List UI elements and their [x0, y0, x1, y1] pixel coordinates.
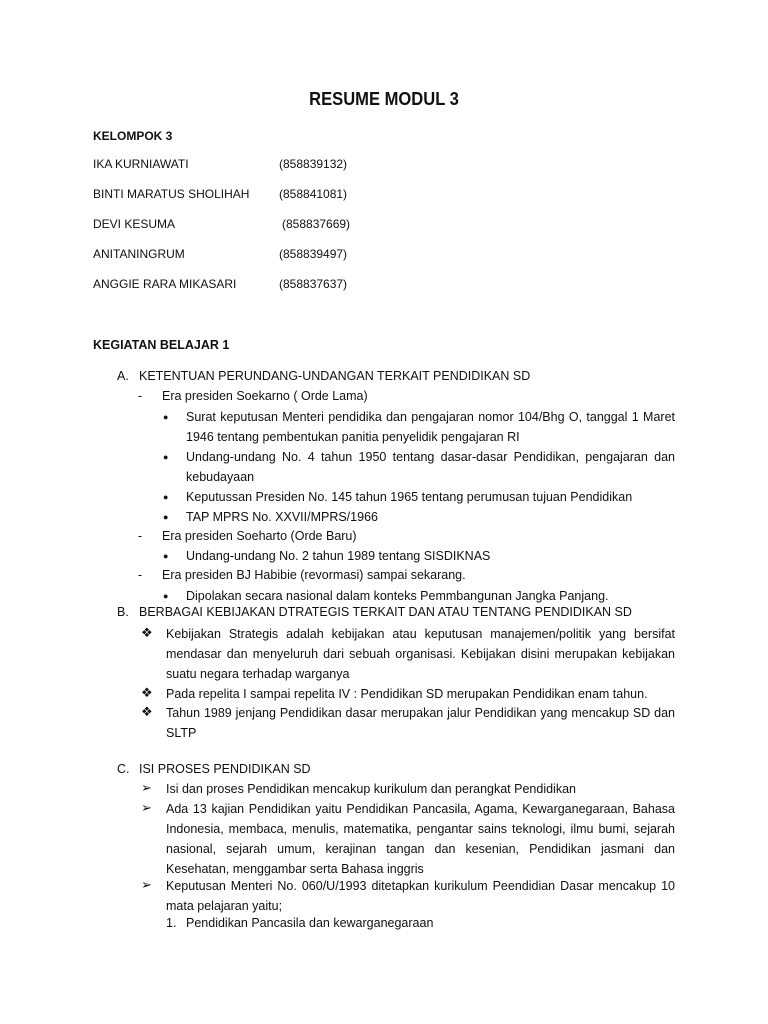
list-item: Keputusan Menteri No. 060/U/1993 ditetapkan kurikulum Peendidian Dasar mencakup 10 mata pelajaran yaitu;: [166, 879, 675, 913]
section-title: BERBAGAI KEBIJAKAN DTRATEGIS TERKAIT DAN ATAU TENTANG PENDIDIKAN SD: [139, 605, 632, 619]
list-item: Pada repelita I sampai repelita IV : Pendidikan SD merupakan Pendidikan enam tahun.: [166, 687, 648, 701]
diamond-bullet-icon: ❖: [141, 625, 153, 640]
bullet-icon: ●: [163, 591, 169, 601]
era-label: Era presiden Soekarno ( Orde Lama): [162, 389, 368, 403]
member-nim: (858839497): [279, 247, 348, 261]
arrow-bullet-icon: ➢: [141, 800, 152, 815]
era-label: Era presiden BJ Habibie (revormasi) sampai sekarang.: [162, 568, 466, 582]
member-row: [93, 157, 348, 171]
member-name: BINTI MARATUS SHOLIHAH: [93, 187, 250, 201]
list-item: Ada 13 kajian Pendidikan yaitu Pendidikan Pancasila, Agama, Kewarganegaraan, Bahasa Indonesia, membaca, menulis, matematika, pengantar sains teknologi, ilmu bumi, sejarah nasional, sejarah umum, kerajinan tangan dan kesenian, Pendidikan jasmani dan Kesehatan, menggambar serta Bahasa inggris: [166, 802, 675, 876]
bullet-icon: ●: [163, 412, 169, 422]
member-name: IKA KURNIAWATI: [93, 157, 189, 171]
activity-heading: KEGIATAN BELAJAR 1: [93, 338, 230, 352]
bullet-icon: ●: [163, 551, 169, 561]
diamond-bullet-icon: ❖: [141, 685, 153, 700]
dash-marker: -: [138, 529, 143, 543]
member-row: [93, 247, 348, 261]
member-nim: (858837637): [279, 277, 348, 291]
member-name: ANITANINGRUM: [93, 247, 185, 261]
arrow-bullet-icon: ➢: [141, 877, 152, 892]
list-item: TAP MPRS No. XXVII/MPRS/1966: [186, 510, 378, 524]
section-title: ISI PROSES PENDIDIKAN SD: [139, 762, 311, 776]
list-item: Dipolakan secara nasional dalam konteks Pemmbangunan Jangka Panjang.: [186, 589, 609, 603]
page-title: RESUME MODUL 3: [309, 89, 459, 109]
dash-marker: -: [138, 389, 143, 403]
era-label: Era presiden Soeharto (Orde Baru): [162, 529, 357, 543]
diamond-bullet-icon: ❖: [141, 704, 153, 719]
list-item: Undang-undang No. 4 tahun 1950 tentang dasar-dasar Pendidikan, pengajaran dan kebudayaan: [186, 450, 675, 484]
list-item: Kebijakan Strategis adalah kebijakan atau keputusan manajemen/politik yang bersifat mendasar dan menyeluruh dari sebuah organisasi. Kebijakan disini merupakan kebijakan suatu negara terhadap warganya: [166, 627, 675, 681]
bullet-icon: ●: [163, 452, 169, 462]
member-nim: (858841081): [279, 187, 348, 201]
dash-marker: -: [138, 568, 143, 582]
bullet-icon: ●: [163, 512, 169, 522]
member-name: ANGGIE RARA MIKASARI: [93, 277, 237, 291]
member-row: [93, 187, 348, 201]
list-item: Isi dan proses Pendidikan mencakup kurikulum dan perangkat Pendidikan: [166, 782, 576, 796]
list-item: Tahun 1989 jenjang Pendidikan dasar merupakan jalur Pendidikan yang mencakup SD dan SLTP: [166, 706, 675, 740]
arrow-bullet-icon: ➢: [141, 780, 152, 795]
list-item: Undang-undang No. 2 tahun 1989 tentang SISDIKNAS: [186, 549, 491, 563]
list-number: 1.: [166, 916, 177, 930]
section-letter: B.: [117, 605, 129, 619]
member-row: [93, 277, 348, 291]
member-nim: (858837669): [282, 217, 351, 231]
list-item: Keputussan Presiden No. 145 tahun 1965 tentang perumusan tujuan Pendidikan: [186, 490, 633, 504]
group-label: KELOMPOK 3: [93, 129, 173, 143]
section-letter: A.: [117, 369, 129, 383]
list-item: Surat keputusan Menteri pendidika dan pengajaran nomor 104/Bhg O, tanggal 1 Maret 1946 tentang pembentukan panitia penyelidik pengajaran RI: [186, 410, 675, 444]
bullet-icon: ●: [163, 492, 169, 502]
member-nim: (858839132): [279, 157, 348, 171]
numbered-item: Pendidikan Pancasila dan kewarganegaraan: [186, 916, 434, 930]
member-row: [93, 217, 351, 231]
member-name: DEVI KESUMA: [93, 217, 176, 231]
section-letter: C.: [117, 762, 130, 776]
section-title: KETENTUAN PERUNDANG-UNDANGAN TERKAIT PENDIDIKAN SD: [139, 369, 531, 383]
